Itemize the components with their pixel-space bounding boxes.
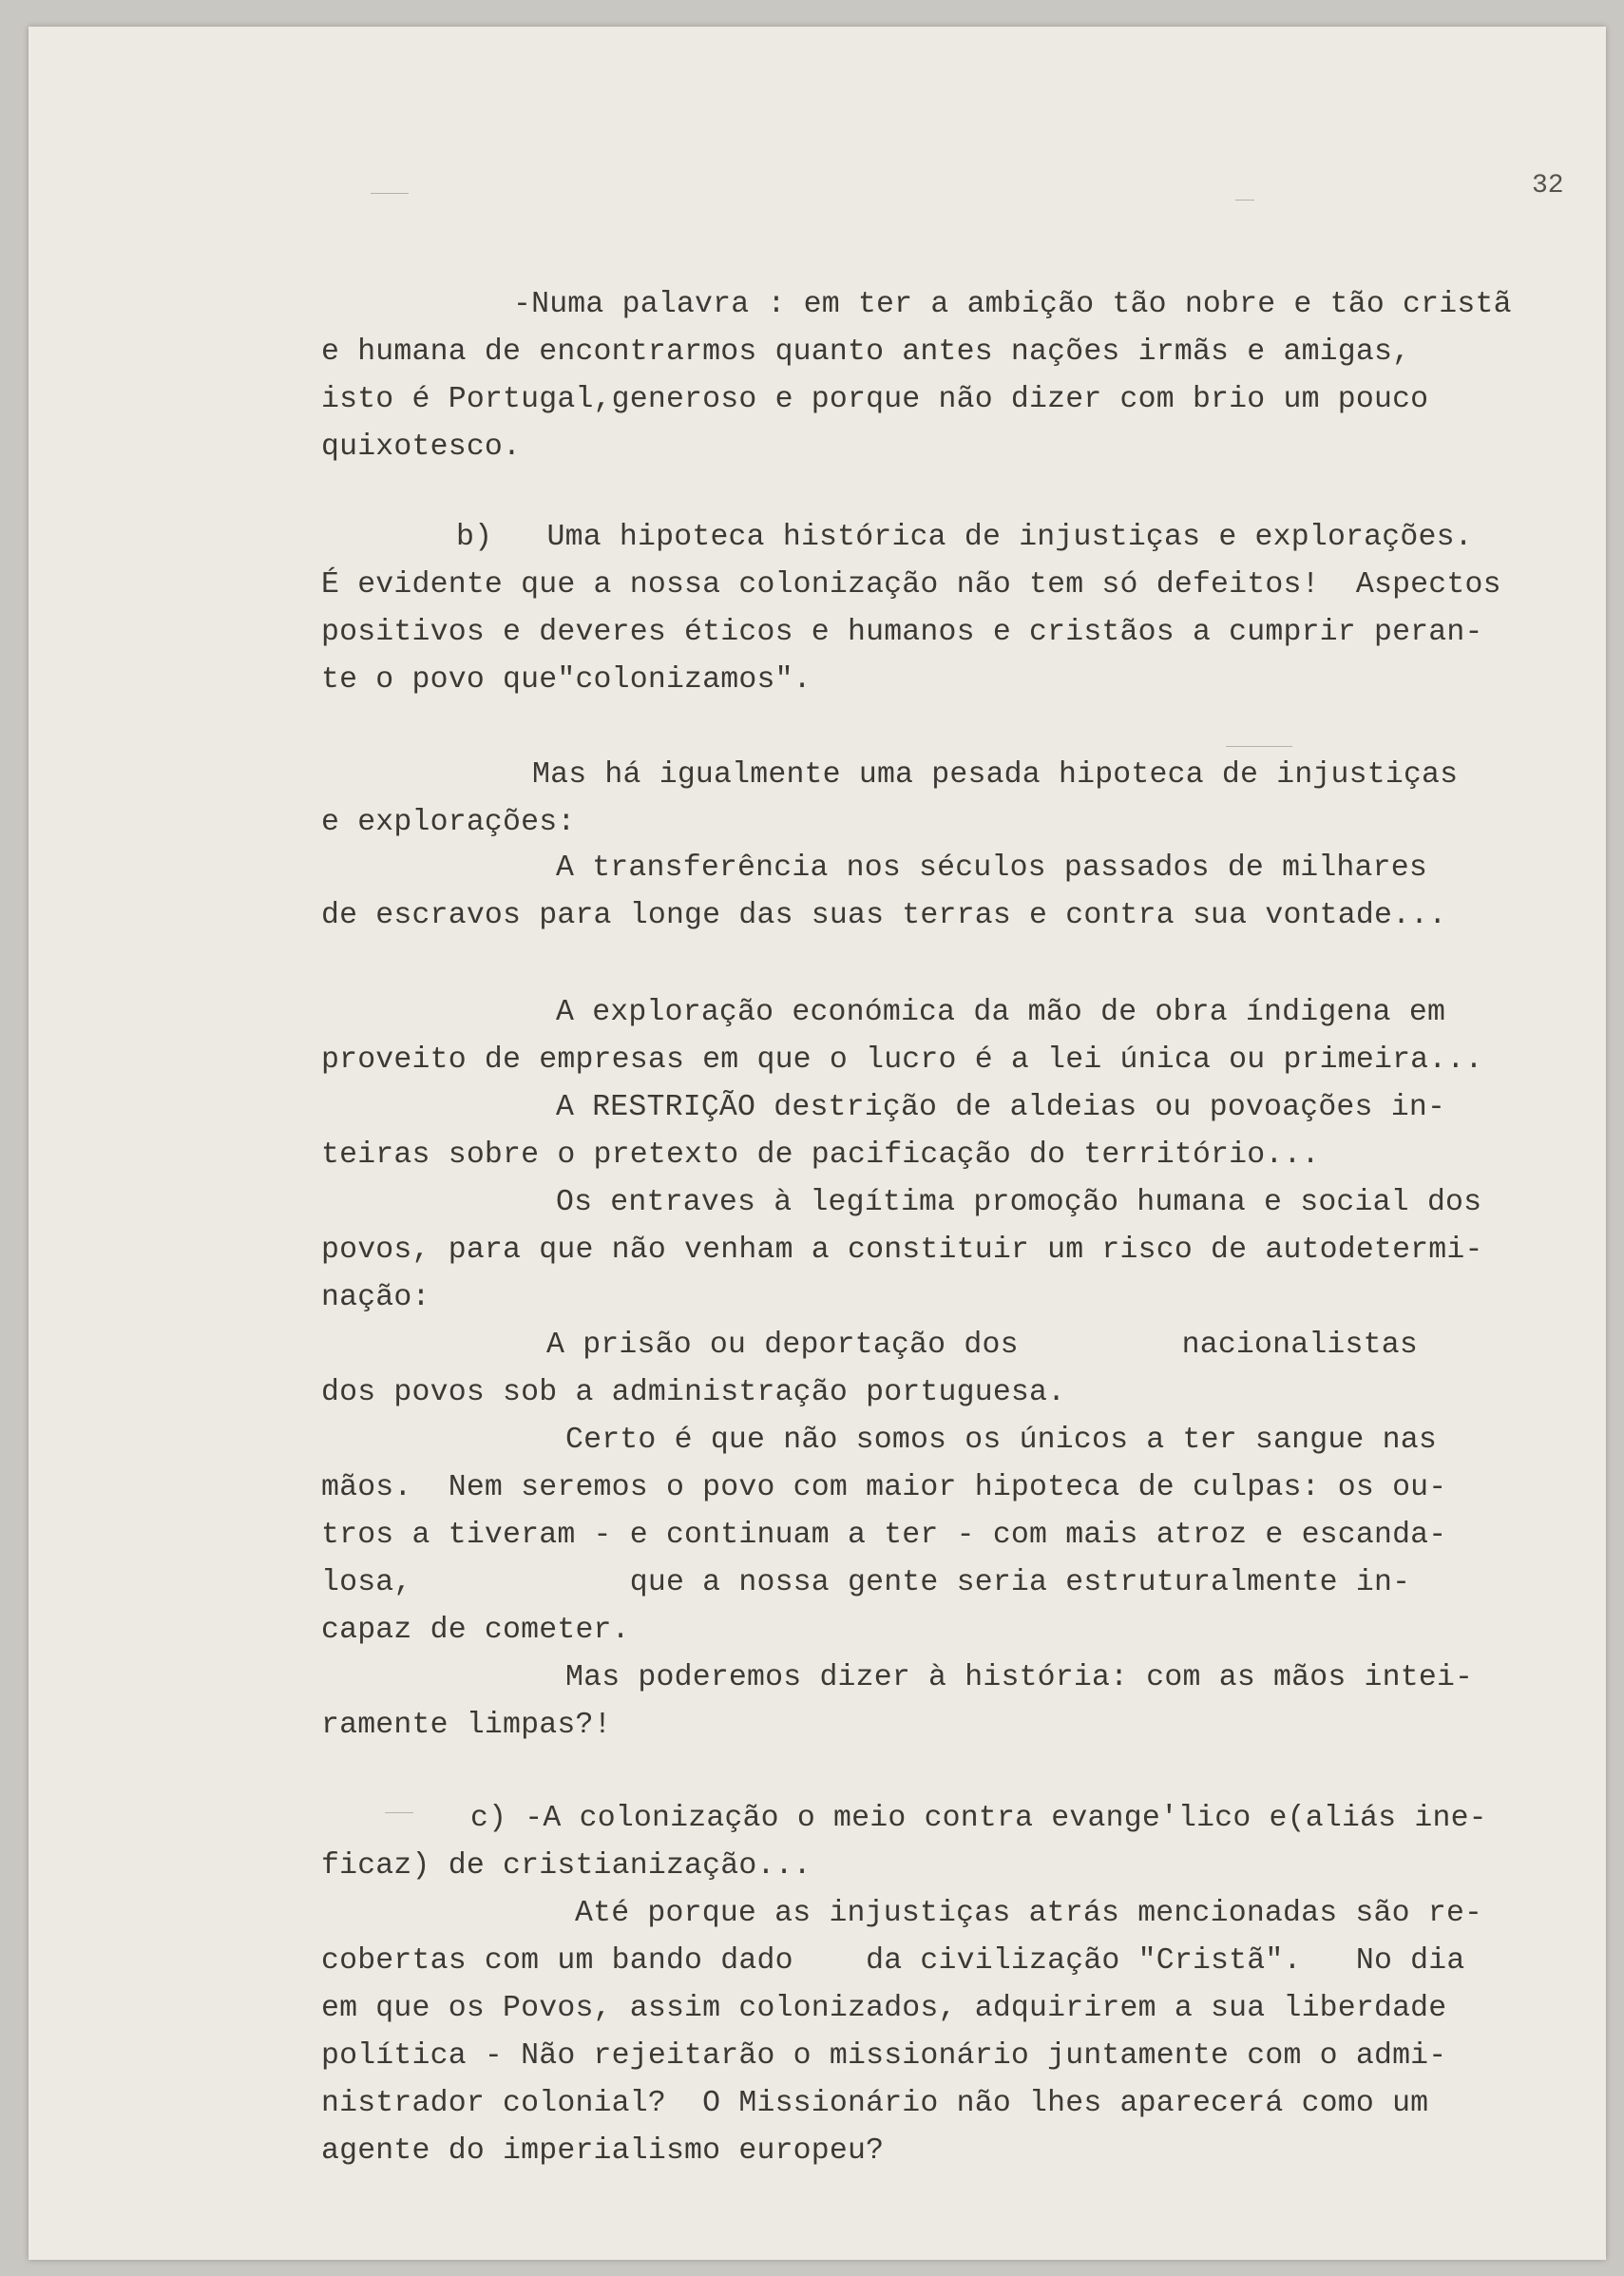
text-line: Mas há igualmente uma pesada hipoteca de injustiças [532,758,1459,792]
text-line: política - Não rejeitarão o missionário juntamente com o admi- [321,2039,1447,2073]
text-line: positivos e deveres éticos e humanos e cristãos a cumprir peran- [321,616,1483,649]
text-line: nação: [321,1281,430,1314]
text-line: b) Uma hipoteca histórica de injustiças e explorações. [456,521,1473,554]
text-line: Até porque as injustiças atrás mencionadas são re- [575,1897,1483,1930]
text-line: nistrador colonial? O Missionário não lhes aparecerá como um [321,2087,1429,2120]
text-line: e explorações: [321,806,576,839]
text-line: c) -A colonização o meio contra evange'lico e(aliás ine- [470,1802,1487,1835]
typewritten-page [29,27,1606,2260]
text-line: quixotesco. [321,430,522,464]
text-line: losa, que a nossa gente seria estruturalmente in- [321,1566,1411,1599]
text-line: Os entraves à legítima promoção humana e social dos [556,1186,1482,1219]
text-line: É evidente que a nossa colonização não tem só defeitos! Aspectos [321,568,1501,602]
text-line: Certo é que não somos os únicos a ter sangue nas [565,1424,1437,1457]
text-line: mãos. Nem seremos o povo com maior hipoteca de culpas: os ou- [321,1471,1447,1504]
text-line: Mas poderemos dizer à história: com as mãos intei- [565,1661,1474,1694]
text-line: te o povo que"colonizamos". [321,663,812,697]
text-line: cobertas com um bando dado da civilização "Cristã". No dia [321,1944,1465,1978]
text-line: tros a tiveram - e continuam a ter - com mais atroz e escanda- [321,1519,1447,1552]
text-line: em que os Povos, assim colonizados, adquirirem a sua liberdade [321,1992,1447,2025]
text-line: dos povos sob a administração portuguesa. [321,1376,1066,1409]
stray-mark [371,193,409,194]
text-line: ramente limpas?! [321,1709,612,1742]
text-line: A RESTRIÇÃO destrição de aldeias ou povoações in- [556,1091,1446,1124]
text-line: A transferência nos séculos passados de milhares [556,851,1427,885]
text-line: teiras sobre o pretexto de pacificação do território... [321,1138,1320,1172]
text-line: ficaz) de cristianização... [321,1849,812,1883]
text-line: de escravos para longe das suas terras e contra sua vontade... [321,899,1447,932]
stray-mark [1235,200,1254,201]
text-line: -Numa palavra : em ter a ambição tão nobre e tão cristã [513,288,1512,321]
stray-mark [1226,746,1292,747]
text-line: proveito de empresas em que o lucro é a lei única ou primeira... [321,1043,1483,1077]
text-line: A prisão ou deportação dos nacionalistas [546,1329,1418,1362]
page-number: 32 [1532,171,1564,201]
text-line: A exploração económica da mão de obra índigena em [556,996,1446,1029]
stray-mark [385,1812,413,1813]
text-line: povos, para que não venham a constituir um risco de autodetermi- [321,1234,1483,1267]
text-line: capaz de cometer. [321,1614,630,1647]
text-line: e humana de encontrarmos quanto antes nações irmãs e amigas, [321,335,1411,369]
text-line: isto é Portugal,generoso e porque não dizer com brio um pouco [321,383,1429,416]
text-line: agente do imperialismo europeu? [321,2134,885,2168]
